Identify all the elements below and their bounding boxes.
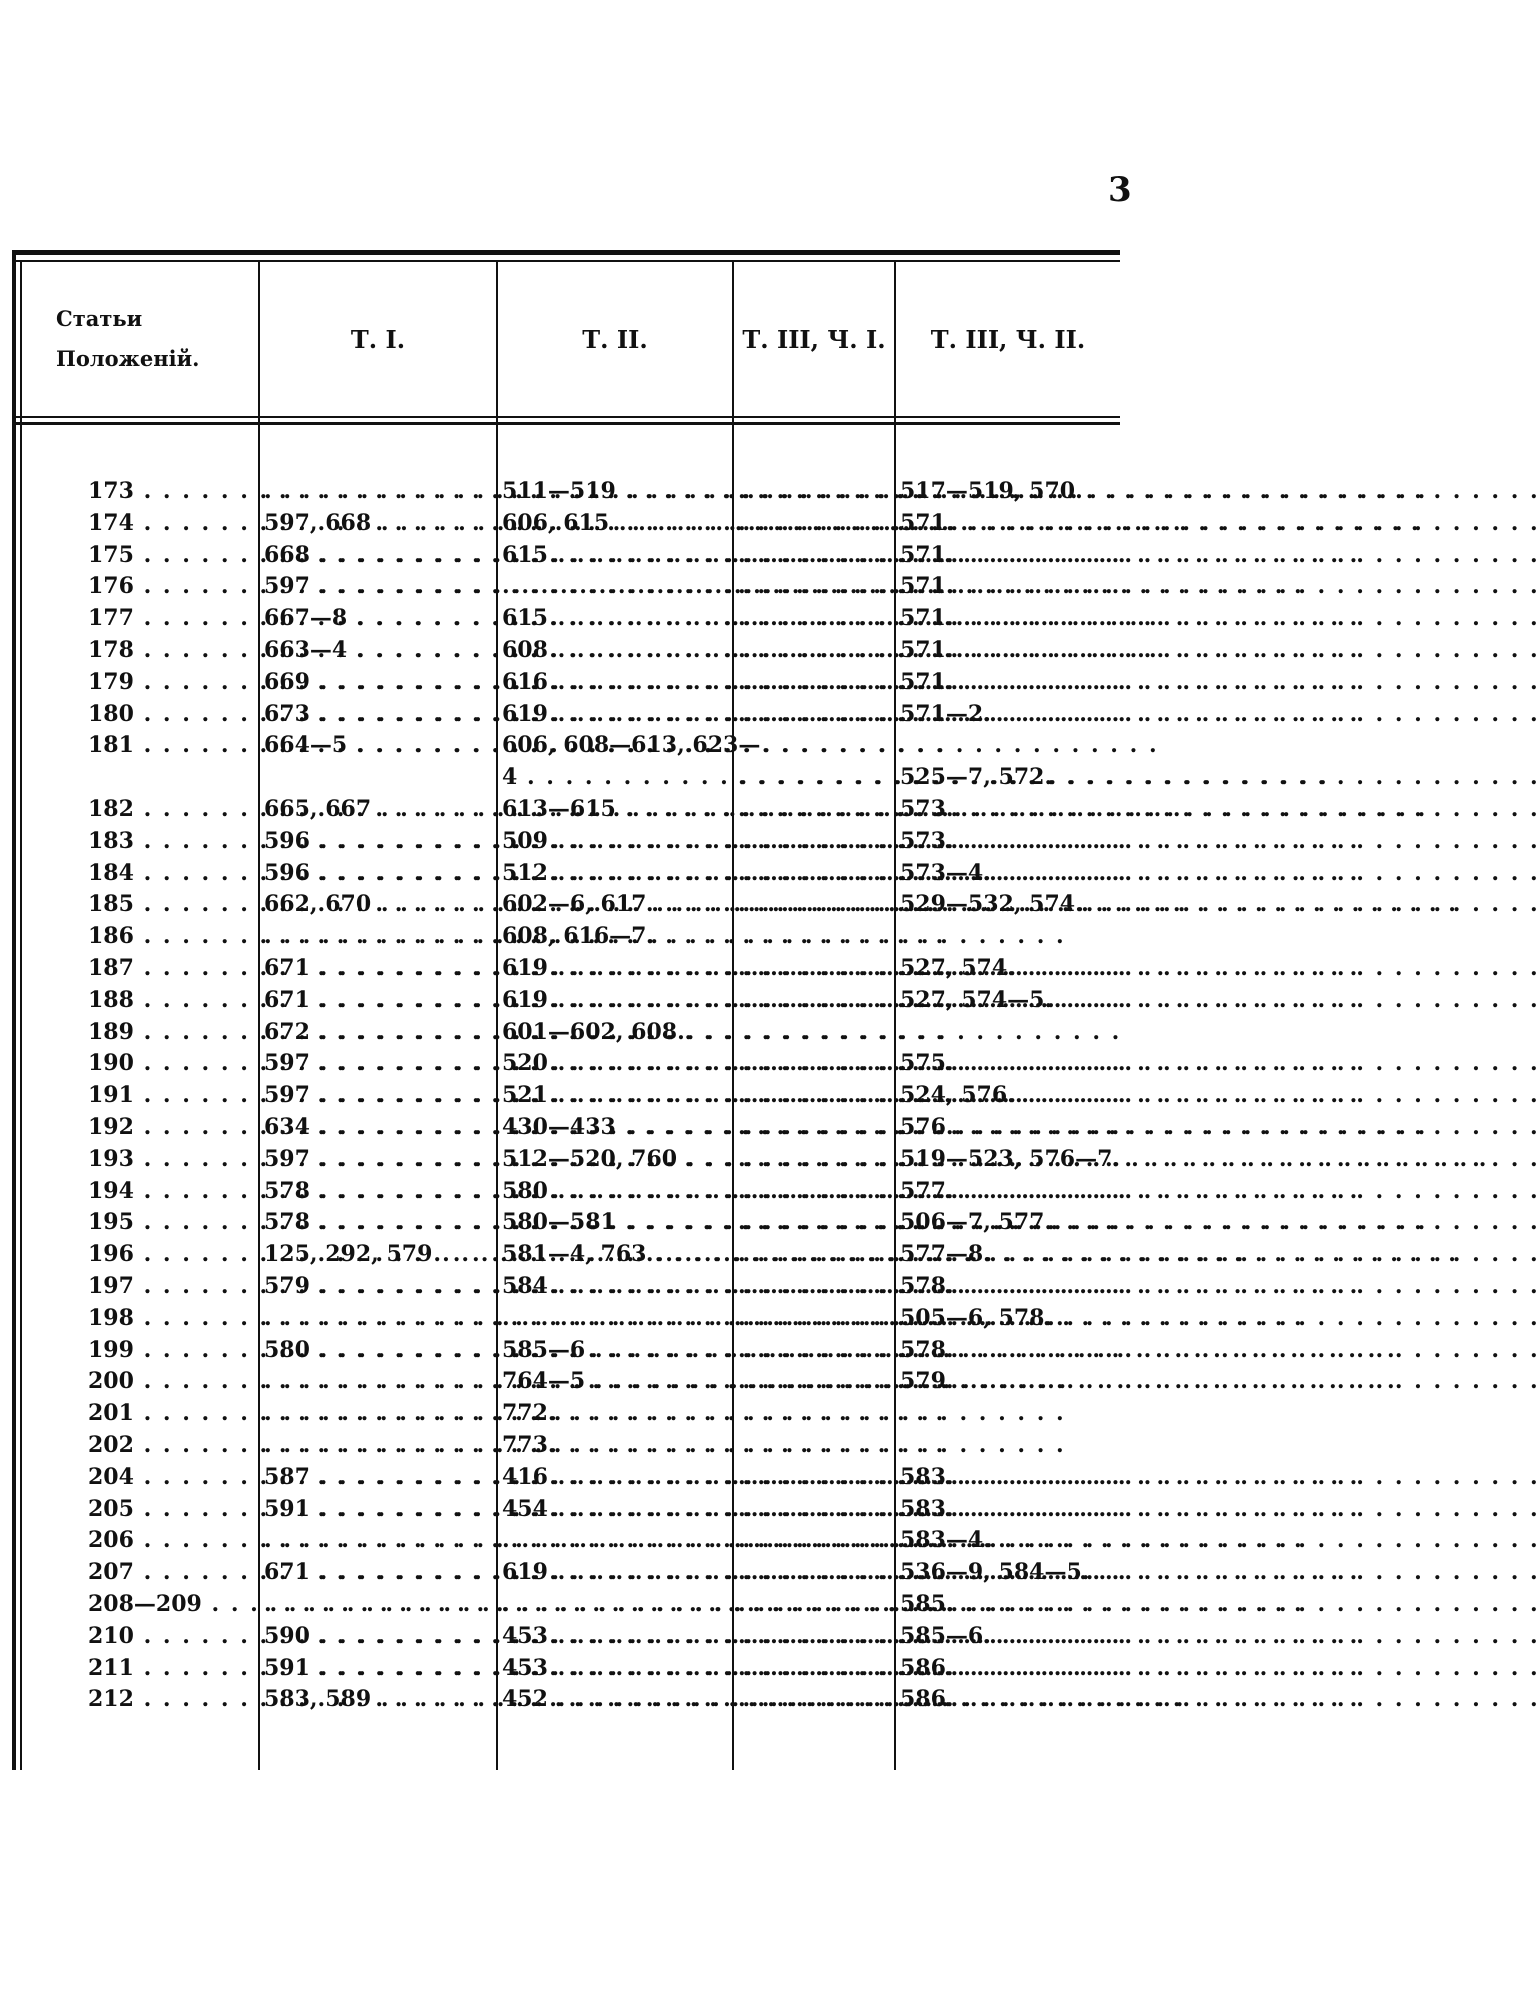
vol-3-part-2-cell: 527, 574.	[900, 955, 1015, 981]
vol-3-part-1-cell	[738, 729, 892, 761]
vol-1-cell: 597 . . .	[264, 570, 494, 602]
article-number: 181 . . .	[88, 729, 254, 761]
table-row	[12, 698, 1120, 730]
vol-3-part-2-cell: 524, 576.	[900, 1082, 1015, 1109]
article-number: 180 . . .	[88, 698, 254, 730]
vol-2-cell: 615 . . .	[502, 539, 730, 571]
vol-3-part-2-cell: 586.	[900, 1654, 954, 1681]
vol-1-cell	[264, 475, 494, 507]
vol-2-cell: 512—520, 760 . . .	[502, 1143, 730, 1175]
vol-3-part-1-cell	[738, 602, 892, 634]
header-vol-2: Т. II.	[582, 324, 648, 354]
table-row	[12, 1461, 1120, 1493]
article-number: 174 . . .	[88, 507, 254, 539]
table-row	[12, 1143, 1120, 1175]
vol-3-part-1-cell	[738, 1461, 892, 1493]
table-row	[12, 825, 1120, 857]
vol-3-part-1-cell	[738, 1429, 892, 1461]
article-number: 184 . . .	[88, 857, 254, 889]
vol-3-part-1-cell	[738, 570, 892, 602]
vol-1-cell: 578 . . .	[264, 1175, 494, 1207]
vol-3-part-1-cell	[738, 1556, 892, 1588]
vol-1-cell	[264, 1588, 494, 1620]
table-row	[12, 1365, 1120, 1397]
vol-1-cell	[264, 920, 494, 952]
vol-3-part-1-cell	[738, 1016, 892, 1048]
vol-2-cell: 509 . . .	[502, 825, 730, 857]
vol-1-cell: 663—4 . . .	[264, 634, 494, 666]
vol-1-cell: 673 . . .	[264, 698, 494, 730]
vol-3-part-2-cell: 583.	[900, 1463, 954, 1490]
article-number	[88, 761, 254, 793]
vol-1-cell: 662, 670 . . .	[264, 888, 494, 920]
vol-2-cell: 619 . . .	[502, 698, 730, 730]
table-row	[12, 1238, 1120, 1270]
vol-2-cell: 512 . . .	[502, 857, 730, 889]
vol-2-cell: 616 . . .	[502, 666, 730, 698]
vol-3-part-1-cell	[738, 666, 892, 698]
vol-3-part-2-cell: 577—8.	[900, 1241, 991, 1268]
vol-3-part-2-cell: 578.	[900, 1273, 954, 1299]
vol-2-cell: 773.	[502, 1432, 556, 1458]
vol-3-part-2-cell: 527, 574—5.	[900, 986, 1053, 1013]
table-row	[12, 1175, 1120, 1207]
vol-2-cell: 511—519 . . .	[502, 475, 730, 507]
vol-1-cell: 671 . . .	[264, 952, 494, 984]
vol-3-part-2-cell: 505—6, 578.	[900, 1304, 1053, 1331]
vol-3-part-2-cell: 571.	[900, 509, 954, 536]
vol-3-part-1-cell	[738, 1270, 892, 1302]
vol-1-cell	[264, 1397, 494, 1429]
header-articles: Статьи Положеній.	[56, 306, 200, 371]
article-number: 195 . . .	[88, 1206, 254, 1238]
vol-3-part-1-cell	[738, 1588, 892, 1620]
table-row	[12, 1270, 1120, 1302]
vol-3-part-2-cell: 575.	[900, 1050, 954, 1077]
article-number: 173 . . .	[88, 475, 254, 507]
article-number: 183 . . .	[88, 825, 254, 857]
table-row	[12, 570, 1120, 602]
vol-3-part-2-cell: 571.	[900, 668, 954, 695]
vol-2-cell: 453 . . .	[502, 1652, 730, 1684]
article-number: 192 . . .	[88, 1111, 254, 1143]
vol-2-cell: 584 . . .	[502, 1270, 730, 1302]
vol-2-cell: 430—433 . . .	[502, 1111, 730, 1143]
vol-3-part-1-cell	[738, 952, 892, 984]
header-vol-3-part-1: Т. III, Ч. I.	[742, 324, 886, 354]
article-number: 199 . . .	[88, 1334, 254, 1366]
table-row	[12, 1588, 1120, 1620]
vol-3-part-2-cell: 571.	[900, 573, 954, 600]
vol-3-part-2-cell	[900, 1397, 1120, 1429]
vol-3-part-1-cell	[738, 507, 892, 539]
top-rule-thin	[12, 260, 1120, 262]
vol-3-part-1-cell	[738, 920, 892, 952]
vol-3-part-2-cell: 571—2.	[900, 700, 991, 727]
vol-3-part-1-cell	[738, 1652, 892, 1684]
vol-2-cell: 619 . . .	[502, 1556, 730, 1588]
table-row	[12, 1683, 1120, 1715]
article-number: 176 . . .	[88, 570, 254, 602]
vol-3-part-2-cell: 536—9, 584—5.	[900, 1559, 1090, 1586]
article-number: 200 . . .	[88, 1365, 254, 1397]
vol-3-part-2-cell: 529—532, 574.	[900, 891, 1083, 918]
table-row	[12, 1047, 1120, 1079]
vol-2-cell: 416 . . .	[502, 1461, 730, 1493]
vol-2-cell	[502, 1588, 730, 1620]
vol-3-part-2-cell: 506—7, 577.	[900, 1209, 1053, 1236]
vol-3-part-2-cell: 525—7, 572.	[900, 764, 1053, 791]
vol-3-part-1-cell	[738, 1620, 892, 1652]
vol-1-cell	[264, 1302, 494, 1334]
vol-1-cell: 583, 589 . . .	[264, 1683, 494, 1715]
vol-3-part-1-cell	[738, 1493, 892, 1525]
article-number: 206 . . .	[88, 1524, 254, 1556]
index-table	[12, 250, 1120, 1770]
vol-3-part-2-cell	[900, 1429, 1120, 1461]
vol-1-cell: 671 . . .	[264, 984, 494, 1016]
vol-3-part-1-cell	[738, 539, 892, 571]
vol-1-cell: 591 . . .	[264, 1652, 494, 1684]
vol-3-part-1-cell	[738, 1206, 892, 1238]
table-row	[12, 602, 1120, 634]
vol-2-cell: 608 . . .	[502, 634, 730, 666]
article-number: 212 . . .	[88, 1683, 254, 1715]
vol-1-cell: 667—8 . . .	[264, 602, 494, 634]
vol-2-cell: 619 . . .	[502, 952, 730, 984]
vol-3-part-2-cell: 578.	[900, 1336, 954, 1363]
vol-1-cell: 597 . . .	[264, 1079, 494, 1111]
vol-2-cell: 772.	[502, 1400, 556, 1427]
table-row	[12, 1206, 1120, 1238]
vol-2-cell: 613—615 . . .	[502, 793, 730, 825]
vol-1-cell: 590 . . .	[264, 1620, 494, 1652]
vol-2-cell: 606, 608—613, 623—	[502, 732, 761, 759]
vol-1-cell	[264, 1429, 494, 1461]
vol-3-part-1-cell	[738, 1365, 892, 1397]
vol-3-part-1-cell	[738, 634, 892, 666]
vol-2-cell	[502, 570, 730, 602]
vol-1-cell: 671 . . .	[264, 1556, 494, 1588]
vol-3-part-2-cell: 579.	[900, 1368, 954, 1395]
article-number: 191 . . .	[88, 1079, 254, 1111]
vol-2-cell: 601—602, 608.	[502, 1018, 685, 1045]
table-row	[12, 984, 1120, 1016]
article-number: 185 . . .	[88, 888, 254, 920]
vol-2-cell: 580 . . .	[502, 1175, 730, 1207]
vol-3-part-2-cell: 583—4.	[900, 1527, 991, 1554]
header-rule-thick	[12, 422, 1120, 425]
table-row	[12, 475, 1120, 507]
vol-3-part-2-cell: 576.	[900, 1114, 954, 1140]
vol-3-part-1-cell	[738, 1397, 892, 1429]
vol-2-cell: 520 . . .	[502, 1047, 730, 1079]
table-row	[12, 761, 1120, 793]
vol-2-cell: 608, 616—7.	[502, 923, 655, 950]
vol-2-cell: 452 . . .	[502, 1683, 730, 1715]
vol-1-cell	[264, 761, 494, 793]
article-number: 177 . . .	[88, 602, 254, 634]
vol-3-part-2-cell: 519—523, 576—7.	[900, 1145, 1121, 1172]
vol-3-part-1-cell	[738, 698, 892, 730]
vol-3-part-1-cell	[738, 888, 892, 920]
article-number: 205 . . .	[88, 1493, 254, 1525]
vol-1-cell	[264, 1524, 494, 1556]
table-row	[12, 857, 1120, 889]
vol-3-part-2-cell: 585—6.	[900, 1622, 991, 1649]
vol-2-cell	[502, 1302, 730, 1334]
table-row	[12, 666, 1120, 698]
vol-3-part-1-cell	[738, 475, 892, 507]
vol-2-cell: 602—6, 617 . . .	[502, 888, 730, 920]
article-number: 194 . . .	[88, 1175, 254, 1207]
vol-3-part-1-cell	[738, 1524, 892, 1556]
vol-1-cell	[264, 1365, 494, 1397]
vol-3-part-1-cell	[738, 1683, 892, 1715]
vol-1-cell: 672 . . .	[264, 1016, 494, 1048]
article-number: 178 . . .	[88, 634, 254, 666]
vol-1-cell: 587 . . .	[264, 1461, 494, 1493]
vol-3-part-1-cell	[738, 1047, 892, 1079]
vol-3-part-1-cell	[738, 793, 892, 825]
page-number: 3	[1108, 170, 1132, 210]
header-vol-3-part-2: Т. III, Ч. II.	[930, 324, 1086, 354]
vol-3-part-2-cell	[900, 729, 1120, 761]
table-row	[12, 1302, 1120, 1334]
article-number: 211 . . .	[88, 1652, 254, 1684]
vol-2-cell: 619 . . .	[502, 984, 730, 1016]
vol-1-cell: 580 . . .	[264, 1334, 494, 1366]
vol-1-cell: 591 . . .	[264, 1493, 494, 1525]
vol-1-cell: 597, 668 . . .	[264, 507, 494, 539]
vol-3-part-1-cell	[738, 1143, 892, 1175]
article-number: 187 . . .	[88, 952, 254, 984]
vol-1-cell: 669 . . .	[264, 666, 494, 698]
table-row	[12, 729, 1120, 761]
vol-2-cell	[502, 1524, 730, 1556]
vol-2-cell: 581—4, 763 . . .	[502, 1238, 730, 1270]
top-rule	[12, 250, 1120, 255]
article-number: 204 . . .	[88, 1461, 254, 1493]
vol-3-part-2-cell	[900, 920, 1120, 952]
vol-2-cell: 454 . . .	[502, 1493, 730, 1525]
vol-3-part-1-cell	[738, 761, 892, 793]
vol-3-part-2-cell	[900, 1016, 1120, 1048]
table-row	[12, 1016, 1120, 1048]
vol-3-part-1-cell	[738, 984, 892, 1016]
vol-2-cell: 4 . . .	[502, 761, 730, 793]
table-row	[12, 1556, 1120, 1588]
vol-2-cell: 606, 615 . . .	[502, 507, 730, 539]
table-row	[12, 634, 1120, 666]
vol-1-cell: 579 . . .	[264, 1270, 494, 1302]
table-row	[12, 920, 1120, 952]
vol-3-part-2-cell: 571.	[900, 541, 954, 568]
vol-3-part-1-cell	[738, 1302, 892, 1334]
table-row	[12, 1079, 1120, 1111]
vol-3-part-1-cell	[738, 1111, 892, 1143]
header-vol-1: Т. I.	[350, 324, 406, 354]
vol-3-part-1-cell	[738, 1334, 892, 1366]
vol-3-part-1-cell	[738, 857, 892, 889]
article-number: 208—209 . . .	[88, 1588, 254, 1620]
vol-3-part-2-cell: 571.	[900, 637, 954, 663]
article-number: 193 . . .	[88, 1143, 254, 1175]
vol-2-cell: 580—581 . . .	[502, 1206, 730, 1238]
vol-3-part-2-cell: 571.	[900, 605, 954, 632]
vol-1-cell: 665, 667 . . .	[264, 793, 494, 825]
vol-2-cell: 615 . . .	[502, 602, 730, 634]
vol-2-cell: 764—5 . . .	[502, 1365, 730, 1397]
vol-3-part-2-cell: 577.	[900, 1177, 954, 1204]
table-row	[12, 1493, 1120, 1525]
article-number: 175 . . .	[88, 539, 254, 571]
article-number: 201 . . .	[88, 1397, 254, 1429]
vol-2-cell: 521 . . .	[502, 1079, 730, 1111]
vol-3-part-2-cell: 573.	[900, 827, 954, 854]
vol-1-cell: 668 . . .	[264, 539, 494, 571]
table-row	[12, 793, 1120, 825]
article-number: 207 . . .	[88, 1556, 254, 1588]
article-number: 196 . . .	[88, 1238, 254, 1270]
table-row	[12, 1524, 1120, 1556]
vol-1-cell: 597 . . .	[264, 1143, 494, 1175]
vol-1-cell: 664—5 . . .	[264, 729, 494, 761]
article-number: 198 . . .	[88, 1302, 254, 1334]
table-row	[12, 507, 1120, 539]
article-number: 202 . . .	[88, 1429, 254, 1461]
article-number: 182 . . .	[88, 793, 254, 825]
article-number: 190 . . .	[88, 1047, 254, 1079]
vol-3-part-2-cell: 517—519, 570.	[900, 478, 1083, 504]
vol-1-cell: 596 . . .	[264, 825, 494, 857]
table-row	[12, 952, 1120, 984]
vol-1-cell: 596 . . .	[264, 857, 494, 889]
vol-3-part-2-cell: 573.	[900, 796, 954, 822]
vol-3-part-1-cell	[738, 1079, 892, 1111]
article-number: 188 . . .	[88, 984, 254, 1016]
article-number: 197 . . .	[88, 1270, 254, 1302]
vol-3-part-2-cell: 583.	[900, 1495, 954, 1522]
vol-1-cell: 597 . . .	[264, 1047, 494, 1079]
table-row	[12, 539, 1120, 571]
table-row	[12, 1334, 1120, 1366]
vol-2-cell: 453 . . .	[502, 1620, 730, 1652]
article-number: 189 . . .	[88, 1016, 254, 1048]
table-row	[12, 1111, 1120, 1143]
table-row	[12, 1620, 1120, 1652]
table-row	[12, 1652, 1120, 1684]
vol-3-part-1-cell	[738, 1175, 892, 1207]
article-number: 186 . . .	[88, 920, 254, 952]
vol-3-part-2-cell: 586.	[900, 1686, 954, 1713]
vol-3-part-2-cell: 573—4.	[900, 859, 991, 886]
table-row	[12, 888, 1120, 920]
article-number: 179 . . .	[88, 666, 254, 698]
vol-3-part-1-cell	[738, 825, 892, 857]
table-row	[12, 1397, 1120, 1429]
vol-3-part-2-cell: 585.	[900, 1591, 954, 1617]
vol-2-cell: 585—6 . . .	[502, 1334, 730, 1366]
vol-1-cell: 125, 292, 579 . . .	[264, 1238, 494, 1270]
vol-1-cell: 634 . . .	[264, 1111, 494, 1143]
table-row	[12, 1429, 1120, 1461]
vol-3-part-1-cell	[738, 1238, 892, 1270]
article-number: 210 . . .	[88, 1620, 254, 1652]
header-rule	[12, 416, 1120, 418]
vol-1-cell: 578 . . .	[264, 1206, 494, 1238]
